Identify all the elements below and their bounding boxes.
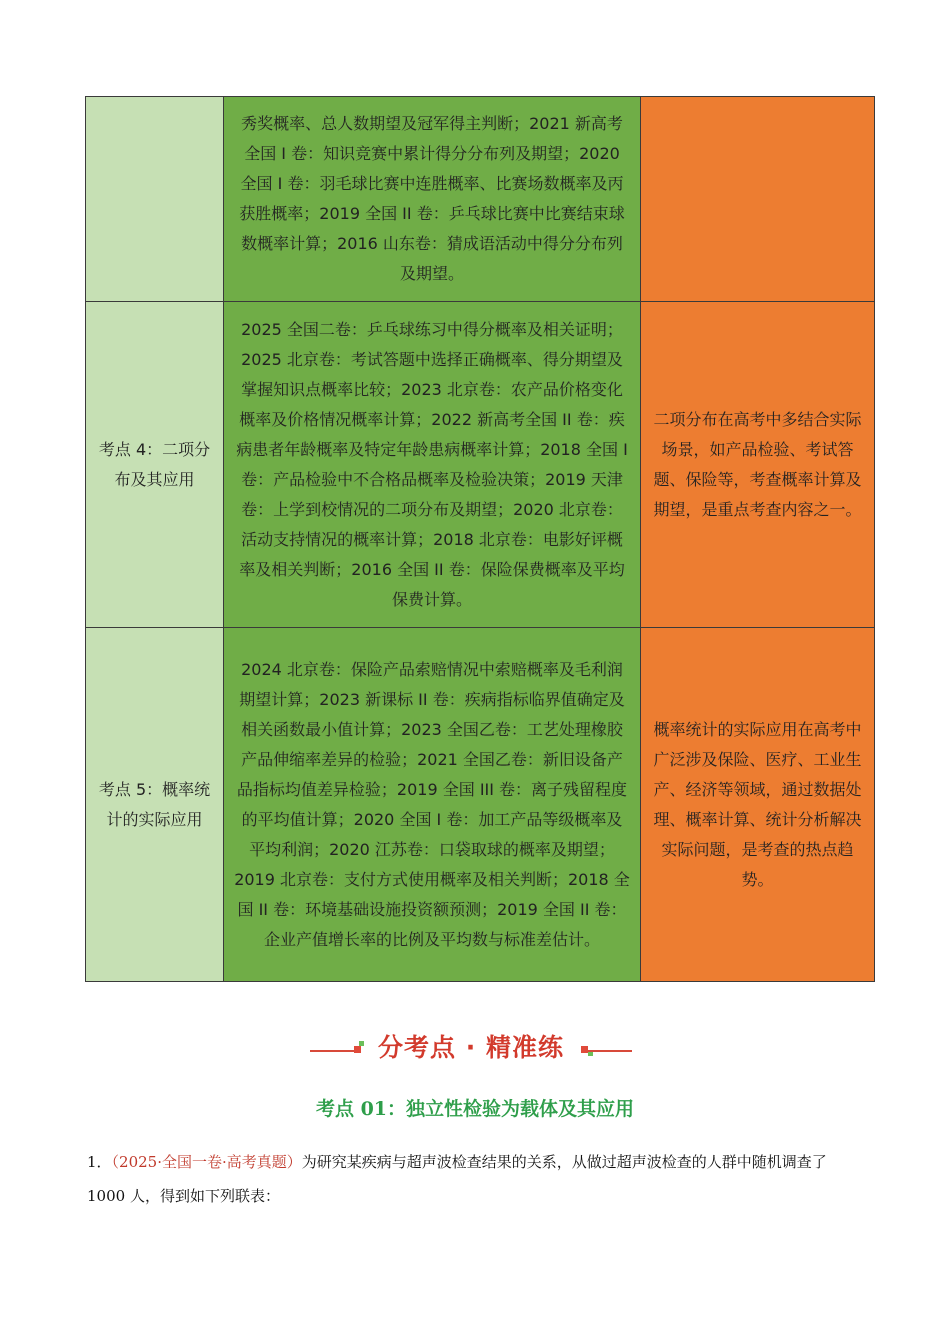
exams-cell: 2024 北京卷：保险产品索赔情况中索赔概率及毛利润期望计算；2023 新课标 II 卷：疾病指标临界值确定及相关函数最小值计算；2023 全国乙卷：工艺处理橡胶产品伸缩率差异的检验；2021 全国乙卷：新旧设备产品指标均值差异检验；2019 全国 III 卷：离子残留程度的平均值计算；2020 全国 I 卷：加工产品等级概率及平均利润；2020 江苏卷：口袋取球的概率及期望；2019 北京卷：支付方式使用概率及相关判断；2018 全国 II 卷：环境基础设施投资额预测；2019 全国 II 卷：企业产值增长率的比例及平均数与标准差估计。 <box>224 628 641 982</box>
table-row <box>86 628 875 982</box>
banner-divider-left <box>310 1050 354 1052</box>
banner-square-icon <box>581 1046 588 1053</box>
question-source: （2025·全国一卷·高考真题） <box>111 1153 302 1171</box>
analysis-cell: 概率统计的实际应用在高考中广泛涉及保险、医疗、工业生产、经济等领域，通过数据处理、概率计算、统计分析解决实际问题，是考查的热点趋势。 <box>641 628 875 982</box>
analysis-cell: 二项分布在高考中多结合实际场景，如产品检验、考试答题、保险等，考查概率计算及期望，是重点考查内容之一。 <box>641 302 875 628</box>
banner-square-icon <box>354 1046 361 1053</box>
question-1 <box>87 1145 867 1213</box>
topic-cell: 考点 4：二项分布及其应用 <box>86 302 224 628</box>
section-heading: 考点 01：独立性检验为载体及其应用 <box>315 1098 635 1120</box>
topic-cell <box>86 97 224 302</box>
topic-cell: 考点 5：概率统计的实际应用 <box>86 628 224 982</box>
table-row <box>86 302 875 628</box>
banner-divider-right <box>588 1050 632 1052</box>
exam-analysis-table <box>85 96 875 982</box>
exams-cell: 2025 全国二卷：乒乓球练习中得分概率及相关证明；2025 北京卷：考试答题中选择正确概率、得分期望及掌握知识点概率比较；2023 北京卷：农产品价格变化概率及价格情况概率计算；2022 新高考全国 II 卷：疾病患者年龄概率及特定年龄患病概率计算；2018 全国 I 卷：产品检验中不合格品概率及检验决策；2019 天津卷：上学到校情况的二项分布及期望；2020 北京卷：活动支持情况的概率计算；2018 北京卷：电影好评概率及相关判断；2016 全国 II 卷：保险保费概率及平均保费计算。 <box>224 302 641 628</box>
table-row <box>86 97 875 302</box>
question-text: 为研究某疾病与超声波检查结果的关系，从做过超声波检查的人群中随机调查了 1000 人，得到如下列联表： <box>87 1153 827 1205</box>
banner-square-icon <box>359 1041 364 1046</box>
question-number: 1． <box>87 1153 112 1171</box>
section-banner <box>310 1028 632 1064</box>
analysis-cell <box>641 97 875 302</box>
exams-cell: 秀奖概率、总人数期望及冠军得主判断；2021 新高考全国 I 卷：知识竞赛中累计得分分布列及期望；2020 全国 I 卷：羽毛球比赛中连胜概率、比赛场数概率及丙获胜概率；2019 全国 II 卷：乒乓球比赛中比赛结束球数概率计算；2016 山东卷：猜成语活动中得分分布列及期望。 <box>224 97 641 302</box>
banner-title: 分考点 · 精准练 <box>378 1033 564 1062</box>
